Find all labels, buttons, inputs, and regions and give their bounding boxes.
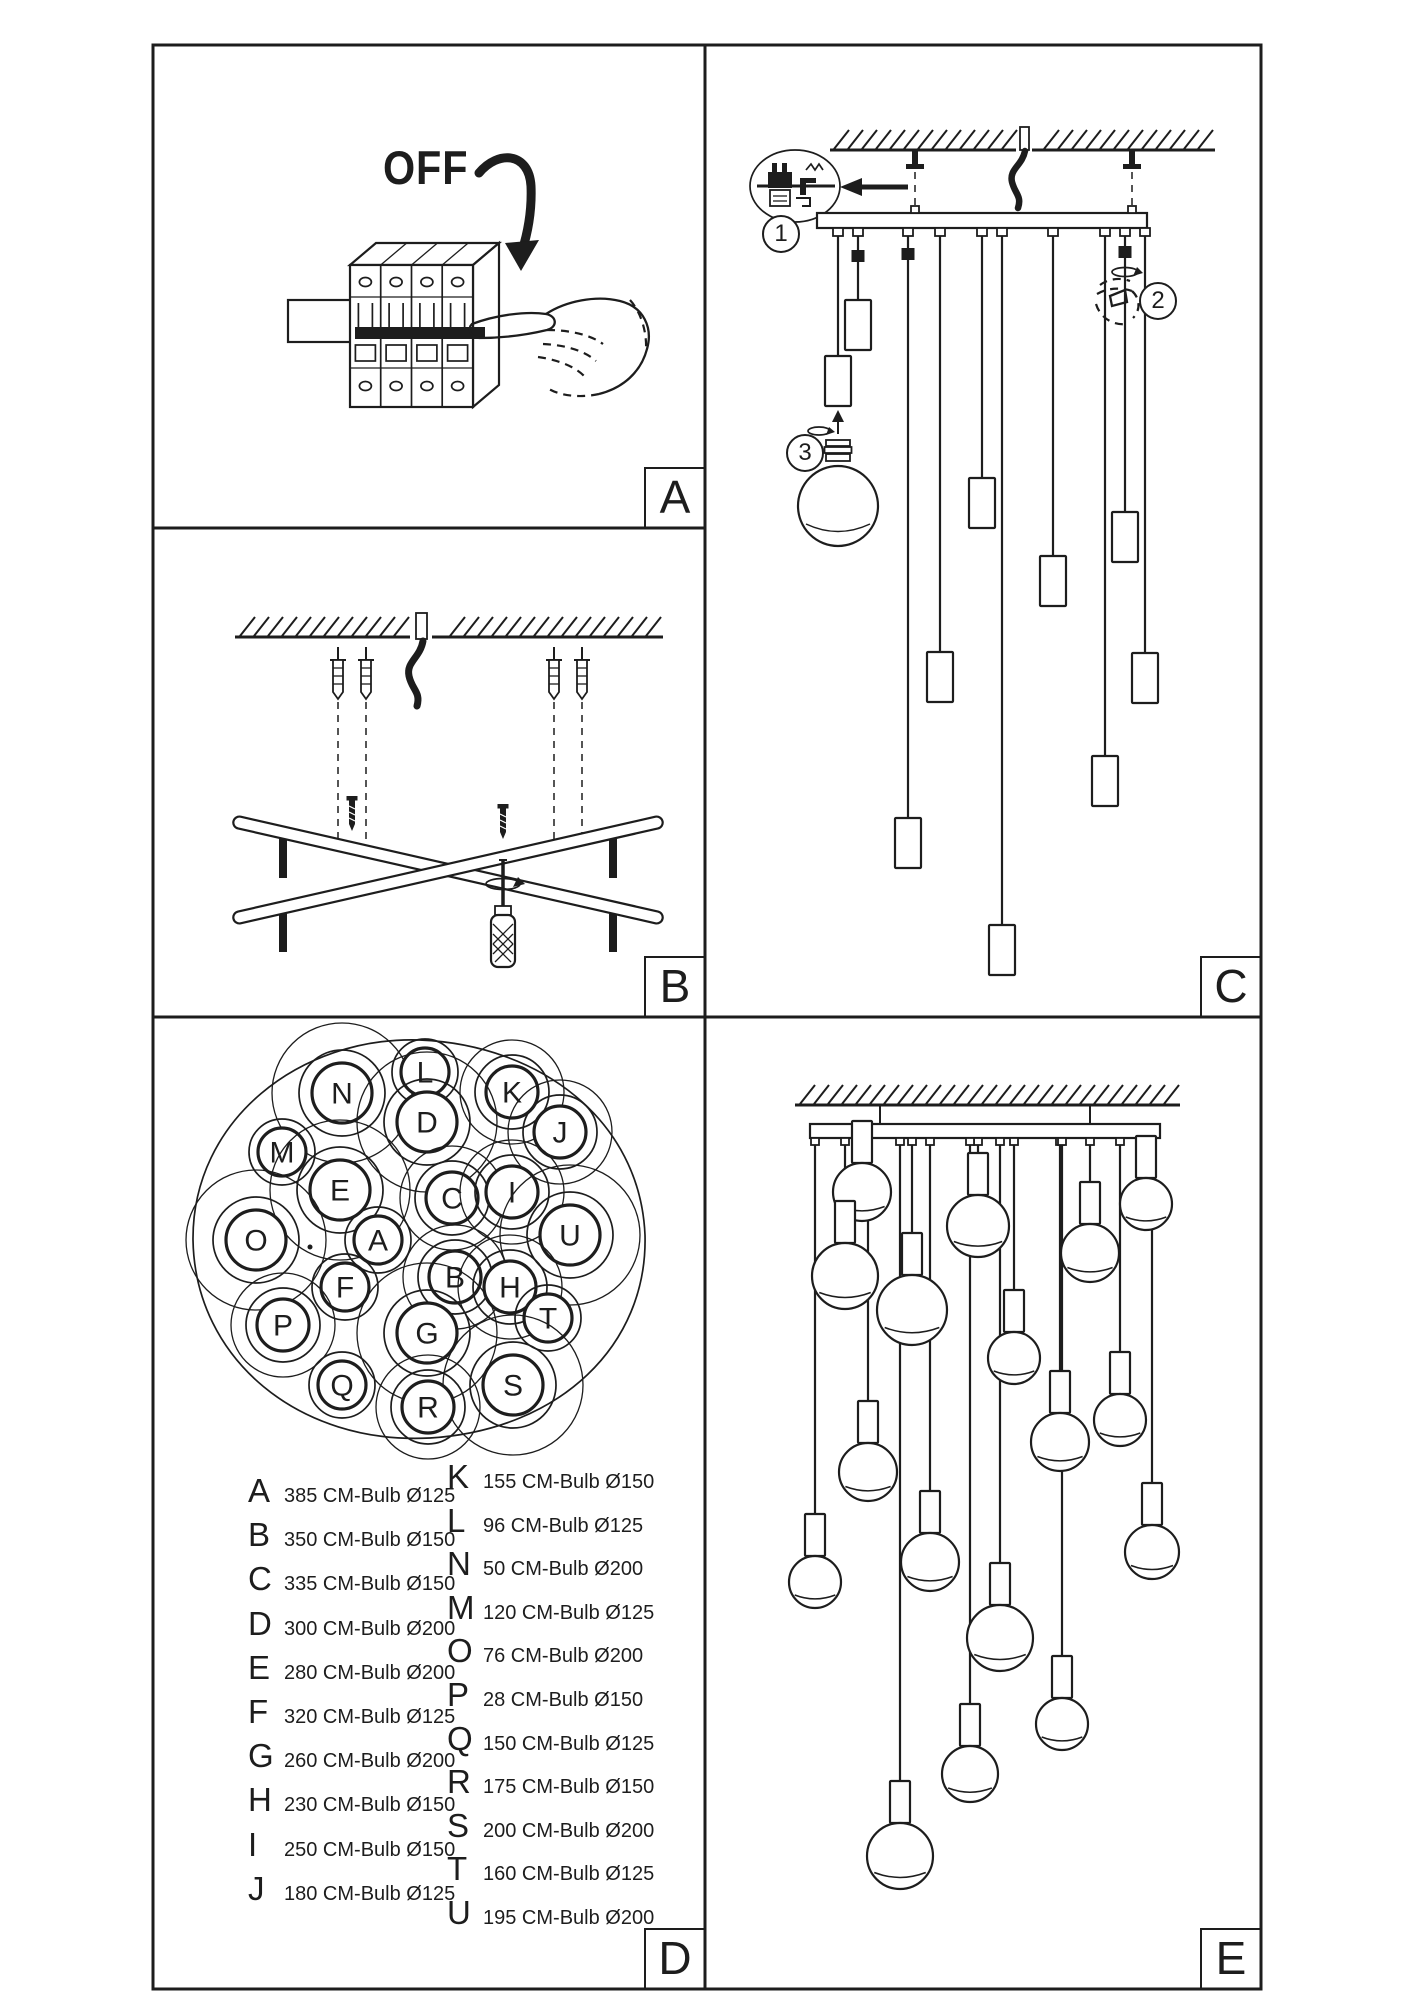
bulb-letter-D: D	[416, 1106, 438, 1140]
legend-letter: Q	[447, 1719, 473, 1757]
bulb-screwing-detail	[798, 410, 878, 546]
legend-value: 200 CM-Bulb Ø200	[483, 1819, 655, 1842]
legend-letter: F	[248, 1693, 269, 1730]
legend-row-O	[447, 1632, 643, 1670]
pendant-bulb	[1031, 1371, 1089, 1471]
legend-row-M	[447, 1589, 654, 1627]
legend-row-B	[248, 1516, 455, 1554]
cord-socket	[1112, 512, 1138, 562]
legend-letter: J	[248, 1869, 265, 1907]
cord-socket	[1040, 556, 1066, 606]
pendant-cord	[969, 228, 995, 528]
panel-label-a: A	[659, 471, 691, 523]
bulb-position-map	[186, 1023, 640, 1459]
bulb-socket	[858, 1401, 878, 1443]
cord-socket	[927, 652, 953, 702]
screw-icon	[498, 804, 509, 839]
legend-letter: O	[447, 1632, 473, 1670]
legend-letter: K	[447, 1458, 470, 1495]
bulb-socket	[890, 1781, 910, 1823]
bulb-letter-S: S	[502, 1369, 524, 1403]
legend-value: 175 CM-Bulb Ø150	[483, 1776, 655, 1799]
legend-row-I	[248, 1826, 455, 1864]
panel-b-drawing	[232, 613, 664, 967]
pendant-bulb	[839, 1401, 897, 1501]
cord-socket	[969, 478, 995, 528]
legend-row-S	[447, 1807, 654, 1845]
pendant-bulb	[988, 1290, 1040, 1384]
bulb-letter-T: T	[538, 1302, 558, 1336]
legend-row-P	[447, 1676, 643, 1714]
pendant-cord	[974, 1138, 982, 1153]
bulb-socket	[805, 1514, 825, 1556]
legend-value: 50 CM-Bulb Ø200	[483, 1558, 644, 1581]
bulb-globe	[1120, 1178, 1172, 1230]
legend-value: 160 CM-Bulb Ø125	[483, 1863, 655, 1886]
legend-value: 350 CM-Bulb Ø150	[284, 1529, 456, 1552]
ceiling-hatch	[235, 613, 663, 639]
legend-value: 385 CM-Bulb Ø125	[284, 1485, 456, 1507]
bulb-socket	[1110, 1352, 1130, 1394]
bulb-letter-H: H	[499, 1271, 521, 1305]
bulb-globe	[812, 1243, 878, 1309]
legend-value: 96 CM-Bulb Ø125	[483, 1514, 644, 1537]
legend-letter: A	[248, 1472, 271, 1509]
bulb-letter-E: E	[329, 1174, 351, 1208]
legend-letter: M	[447, 1588, 475, 1626]
bulb-letter-M: M	[269, 1136, 295, 1170]
legend-letter: I	[248, 1825, 258, 1863]
cord-socket	[1132, 653, 1158, 703]
legend-value: 335 CM-Bulb Ø150	[284, 1573, 456, 1596]
bulb-position-F	[312, 1254, 378, 1320]
bulb-socket	[1136, 1136, 1156, 1178]
hand-rotating-detail	[1096, 247, 1143, 324]
pendant-cord	[895, 228, 921, 868]
bulb-socket	[852, 1121, 872, 1163]
bulb-socket	[1142, 1483, 1162, 1525]
bulb-socket	[960, 1704, 980, 1746]
pendant-bulb	[1125, 1483, 1179, 1579]
wall-anchor-icon	[574, 647, 590, 840]
pendant-cords	[825, 228, 1158, 975]
panel-d-drawing	[186, 1023, 645, 1459]
bulb-socket	[920, 1491, 940, 1533]
pendant-cord	[1086, 1138, 1094, 1182]
legend-value: 155 CM-Bulb Ø150	[483, 1471, 655, 1493]
legend-letter: N	[447, 1545, 471, 1583]
bulb-socket	[1080, 1182, 1100, 1224]
legend-value: 150 CM-Bulb Ø125	[483, 1732, 655, 1755]
ceiling-hatch	[795, 1085, 1180, 1105]
bulb-letter-L: L	[416, 1056, 434, 1090]
bulb-letter-Q: Q	[330, 1369, 354, 1403]
bulb-globe	[1061, 1224, 1119, 1282]
legend-value: 195 CM-Bulb Ø200	[483, 1907, 655, 1929]
legend-value: 180 CM-Bulb Ø125	[284, 1882, 456, 1905]
legend-letter: R	[447, 1763, 471, 1801]
legend-row-U	[447, 1894, 654, 1932]
bulb-letter-R: R	[417, 1391, 439, 1425]
wall-anchors	[330, 647, 590, 840]
bulb-globe	[867, 1823, 933, 1889]
legend-row-L	[447, 1502, 643, 1540]
bulb-globe	[1125, 1525, 1179, 1579]
bulb-globe	[901, 1533, 959, 1591]
legend-letter: H	[248, 1781, 272, 1819]
pendant-cord	[989, 228, 1015, 975]
bulb-globe	[942, 1746, 998, 1802]
bracket-detail-callout	[750, 150, 840, 222]
legend-value: 300 CM-Bulb Ø200	[284, 1617, 456, 1640]
bulb-letter-N: N	[331, 1077, 353, 1111]
legend-value: 120 CM-Bulb Ø125	[483, 1601, 655, 1624]
panel-label-d: D	[658, 1932, 692, 1984]
pendant-bulb	[1120, 1136, 1172, 1230]
wall-anchor-icon	[330, 647, 346, 840]
legend-value: 260 CM-Bulb Ø200	[284, 1750, 456, 1773]
bulb-position-R	[376, 1355, 480, 1459]
bulb-globe	[967, 1605, 1033, 1671]
legend-letter: U	[447, 1894, 471, 1931]
bulb-socket	[1052, 1656, 1072, 1698]
cord-socket	[1092, 756, 1118, 806]
off-label: OFF	[383, 141, 469, 194]
legend-value: 230 CM-Bulb Ø150	[284, 1794, 456, 1817]
legend-letter: P	[447, 1676, 470, 1713]
ceiling-hatch	[830, 127, 1215, 150]
legend-row-T	[447, 1850, 654, 1888]
pendant-bulb	[1036, 1656, 1088, 1750]
pendant-bulb	[877, 1233, 947, 1345]
bulb-letter-I: I	[507, 1176, 517, 1210]
wall-anchor-icon	[358, 647, 374, 840]
bulb-letter-P: P	[272, 1309, 294, 1343]
bulb-position-Q	[309, 1352, 375, 1418]
legend-letter: S	[447, 1806, 470, 1844]
callout-number-3: 3	[786, 434, 824, 472]
pendant-bulb	[967, 1563, 1033, 1671]
pendant-bulbs	[789, 1121, 1179, 1889]
bulb-globe	[1036, 1698, 1088, 1750]
legend-row-N	[447, 1545, 643, 1583]
pendant-bulb	[901, 1491, 959, 1591]
legend-letter: C	[248, 1560, 272, 1598]
pendant-bulb	[1061, 1182, 1119, 1282]
legend-value: 320 CM-Bulb Ø125	[284, 1706, 456, 1728]
bulb-letter-C: C	[441, 1182, 463, 1216]
legend-value: 28 CM-Bulb Ø150	[483, 1689, 644, 1711]
pendant-bulb	[867, 1781, 933, 1889]
legend-letter: L	[447, 1501, 466, 1539]
panel-label-b: B	[659, 960, 691, 1012]
bulb-socket	[1050, 1371, 1070, 1413]
slide-arrow-icon	[840, 178, 908, 196]
bulb-position-A	[345, 1207, 411, 1273]
bulb-socket	[902, 1233, 922, 1275]
legend-row-A	[248, 1472, 455, 1510]
bulb-letter-F: F	[335, 1271, 355, 1305]
pendant-cord	[811, 1138, 819, 1514]
legend-row-F	[248, 1693, 455, 1731]
legend-value: 76 CM-Bulb Ø200	[483, 1645, 644, 1668]
legend-row-D	[248, 1605, 455, 1643]
bulb-socket	[835, 1201, 855, 1243]
bulb-letter-G: G	[415, 1317, 439, 1351]
bulb-globe	[789, 1556, 841, 1608]
pendant-cord	[845, 228, 871, 350]
bulb-position-T	[515, 1285, 581, 1351]
legend-letter: B	[248, 1516, 271, 1554]
panel-label-c: C	[1214, 960, 1248, 1012]
bulb-letter-A: A	[367, 1224, 389, 1258]
panel-e-drawing	[789, 1085, 1180, 1889]
pendant-cord	[1010, 1138, 1018, 1290]
panel-a-drawing	[288, 158, 649, 407]
canopy-bar	[817, 213, 1147, 228]
pendant-bulb	[789, 1514, 841, 1608]
legend-letter: E	[248, 1648, 271, 1686]
legend-row-H	[248, 1781, 455, 1819]
bulb-letter-K: K	[501, 1076, 523, 1110]
legend-row-J	[248, 1870, 455, 1908]
cord-socket	[989, 925, 1015, 975]
bulb-letter-U: U	[559, 1219, 581, 1253]
bulb-socket	[990, 1563, 1010, 1605]
cord-socket	[825, 356, 851, 406]
legend-letter: D	[248, 1604, 272, 1642]
legend-value: 250 CM-Bulb Ø150	[284, 1838, 456, 1861]
legend-letter: G	[248, 1737, 274, 1775]
pendant-bulb	[1094, 1352, 1146, 1446]
breaker-switch-bar	[355, 327, 485, 339]
bulb-globe	[947, 1195, 1009, 1257]
bulb-globe	[877, 1275, 947, 1345]
bulb-globe	[988, 1332, 1040, 1384]
panel-label-e: E	[1215, 1932, 1247, 1984]
bulb-socket	[1004, 1290, 1024, 1332]
mounting-rails	[232, 815, 664, 952]
legend-row-Q	[447, 1720, 654, 1758]
panel-c-drawing	[750, 127, 1215, 975]
callout-number-2: 2	[1139, 282, 1177, 320]
screw-icon	[347, 796, 358, 831]
legend-row-K	[447, 1458, 654, 1496]
legend-value: 280 CM-Bulb Ø200	[284, 1661, 456, 1684]
bulb-letter-B: B	[444, 1261, 466, 1295]
pendant-cord	[1040, 228, 1066, 606]
pendant-cord	[927, 228, 953, 702]
legend-row-C	[248, 1560, 455, 1598]
legend-row-G	[248, 1737, 455, 1775]
legend-row-R	[447, 1763, 654, 1801]
wall-anchor-icon	[546, 647, 562, 840]
pendant-cord	[908, 1138, 916, 1233]
bulb-globe	[1094, 1394, 1146, 1446]
callout-number-1: 1	[762, 215, 800, 253]
bulb-letter-O: O	[244, 1224, 268, 1258]
bulb-letter-J: J	[552, 1116, 568, 1150]
cord-socket	[845, 300, 871, 350]
cord-socket	[895, 818, 921, 868]
legend-letter: T	[447, 1850, 468, 1888]
bulb-globe	[839, 1443, 897, 1501]
power-cable	[409, 641, 423, 706]
bulb-globe	[1031, 1413, 1089, 1471]
power-cable	[1012, 151, 1025, 208]
legend-row-E	[248, 1649, 455, 1687]
bulb-position-O	[186, 1170, 326, 1310]
pendant-bulb	[942, 1704, 998, 1802]
circuit-breaker-drawing	[288, 243, 499, 407]
bulb-socket	[968, 1153, 988, 1195]
